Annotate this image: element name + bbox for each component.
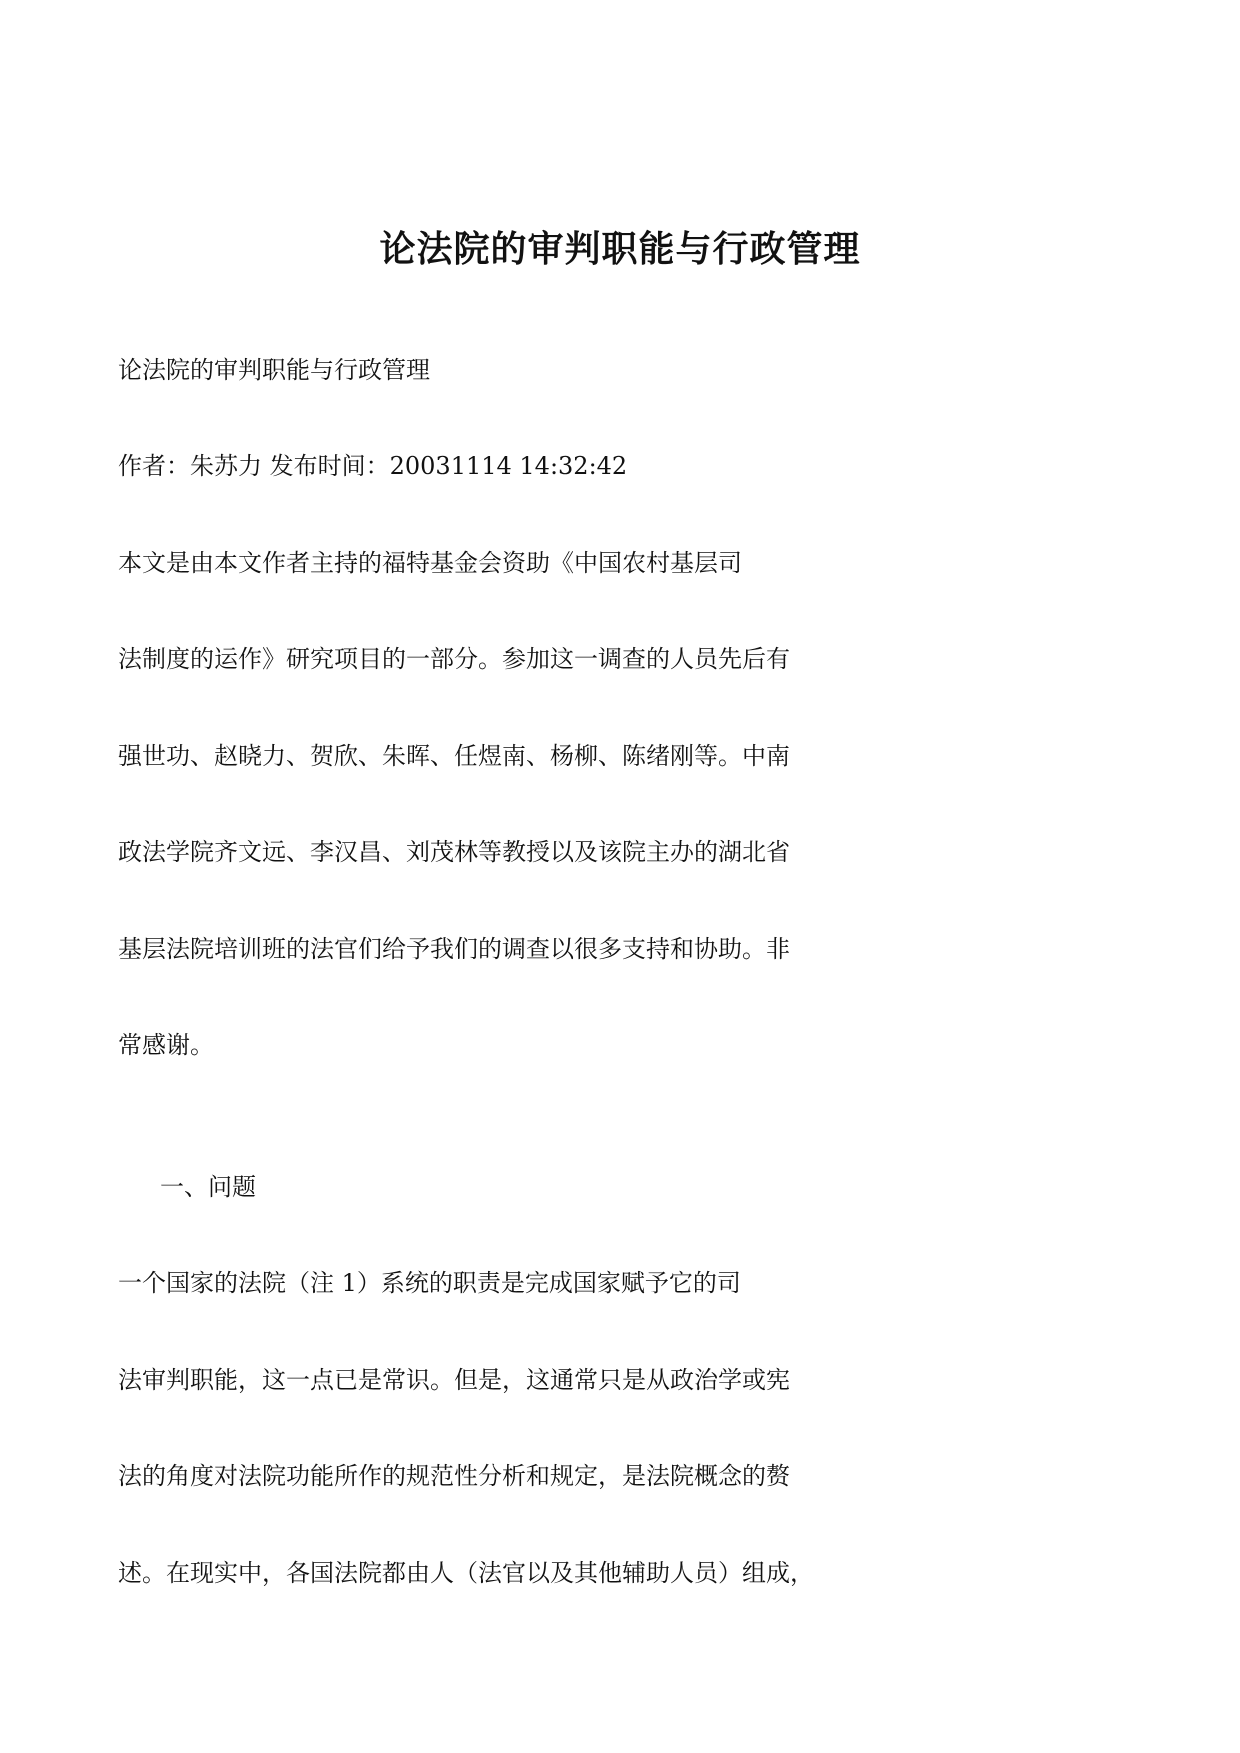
body-line: 法的角度对法院功能所作的规范性分析和规定，是法院概念的赘	[118, 1462, 790, 1490]
byline: 作者：朱苏力 发布时间：20031114 14:32:42	[118, 452, 628, 480]
document-subtitle: 论法院的审判职能与行政管理	[118, 356, 430, 384]
body-line: 法审判职能，这一点已是常识。但是，这通常只是从政治学或宪	[118, 1366, 790, 1394]
body-line: 一个国家的法院（注 1）系统的职责是完成国家赋予它的司	[118, 1269, 741, 1297]
section-heading: 一、问题	[160, 1173, 256, 1201]
intro-line: 常感谢。	[118, 1031, 214, 1059]
intro-line: 政法学院齐文远、李汉昌、刘茂林等教授以及该院主办的湖北省	[118, 838, 790, 866]
body-line: 述。在现实中，各国法院都由人（法官以及其他辅助人员）组成，	[118, 1559, 814, 1587]
intro-line: 强世功、赵晓力、贺欣、朱晖、任煜南、杨柳、陈绪刚等。中南	[118, 742, 790, 770]
intro-line: 基层法院培训班的法官们给予我们的调查以很多支持和协助。非	[118, 935, 790, 963]
intro-line: 本文是由本文作者主持的福特基金会资助《中国农村基层司	[118, 549, 742, 577]
intro-line: 法制度的运作》研究项目的一部分。参加这一调查的人员先后有	[118, 645, 790, 673]
page-title: 论法院的审判职能与行政管理	[379, 229, 861, 270]
